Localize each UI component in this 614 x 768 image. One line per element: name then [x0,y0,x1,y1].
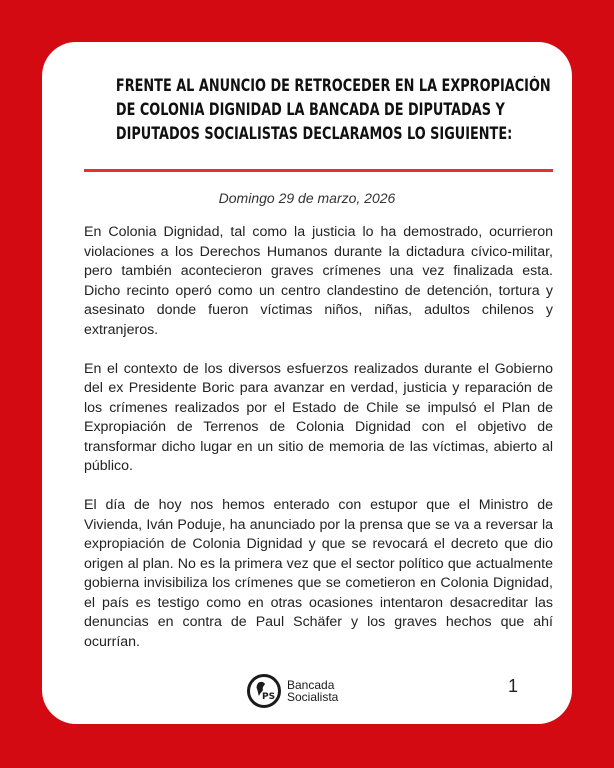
brand-name [287,679,338,703]
title-divider [84,169,553,172]
title-line-1: FRENTE AL ANUNCIO DE RETROCEDER EN LA EXPROPIACIÓN [115,76,551,95]
paragraph-2: En el contexto de los diversos esfuerzos realizados durante el Gobierno del ex Presidente Boric para avanzar en verdad, justicia y reparación de los crímenes realizados por el Estado de Chile se impulsó el Plan de Expropiación de Terrenos de Colonia Dignidad con el objetivo de transformar dicho lugar en un sitio de memoria de las víctimas, abierto al público. [84,360,553,474]
brand-line-1: Bancada [287,678,335,692]
party-logo-icon [247,674,281,708]
title-line-3: DIPUTADOS SOCIALISTAS DECLARAMOS LO SIGUIENTE: [115,124,513,143]
page-number: 1 [508,676,519,696]
statement-title [115,74,551,146]
statement-date: Domingo 29 de marzo, 2026 [218,190,396,206]
party-logo-mark [252,679,276,703]
title-line-2: DE COLONIA DIGNIDAD LA BANCADA DE DIPUTADAS Y [115,100,505,119]
footer-brand [247,674,338,708]
paragraph-1: En Colonia Dignidad, tal como la justicia lo ha demostrado, ocurrieron violaciones a los Derechos Humanos durante la dictadura cívico-militar, pero también acontecieron graves crímenes una vez finalizada esta. Dicho recinto operó como un centro clandestino de detención, tortura y asesinato donde fueron víctimas niños, niñas, adultos chilenos y extranjeros. [84,224,553,338]
statement-body [84,223,553,672]
party-logo-letters: PS [262,692,276,702]
paragraph-3: El día de hoy nos hemos enterado con estupor que el Ministro de Vivienda, Iván Poduje, ha anunciado por la prensa que se va a reversar la expropiación de Colonia Dignidad y que se revocará el decreto que dio origen al plan. No es la primera vez que el sector político que actualmente gobierna invisibiliza los crímenes que se cometieron en Colonia Dignidad, el país es testigo como en otras ocasiones intentaron desacreditar las denuncias en contra de Paul Schäfer y los graves hechos que ahí ocurrían. [84,497,553,650]
brand-line-2: Socialista [287,690,339,704]
statement-card [42,42,572,724]
